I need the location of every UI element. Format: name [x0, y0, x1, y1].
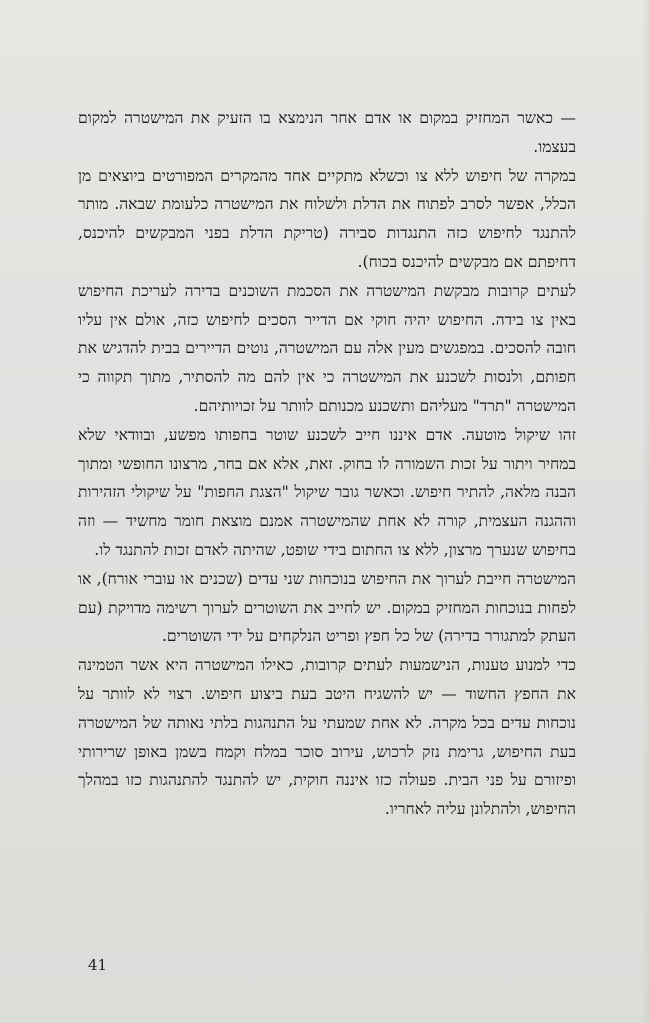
- paragraph-3: לעתים קרובות מבקשת המישטרה את הסכמת השוכנים בדירה לעריכת החיפוש באין צו בידה. החיפוש יהיה חוקי אם הדייר הסכים לחיפוש כזה, אולם אין עליו חובה להסכים. במפגשים מעין אלה עם המישטרה, נוטים הדיירים בבית להדגיש את חפותם, ולנסות לשכנע את המישטרה כי אין להם מה להסתיר, מתוך תקווה כי המישטרה "תרד" מעליהם ותשכנע מכנותם לוותר על זכויותיהם.: [78, 281, 576, 415]
- paragraph-1: — כאשר המחזיק במקום או אדם אחר הנימצא בו הזעיק את המישטרה למקום בעצמו.: [78, 109, 576, 156]
- page-edge-shadow: [642, 0, 650, 1023]
- paragraph-6: כדי למנוע טענות, הנישמעות לעתים קרובות, כאילו המישטרה היא אשר הטמינה את החפץ החשוד — יש להשגיח היטב בעת ביצוע חיפוש. רצוי לא לוותר על נוכחות עדים בכל מקרה. לא אחת שמעתי על התנהגות בלתי נאותה של המישטרה בעת החיפוש, גרימת נזק לרכוש, עירוב סוכר במלח וקמח בשמן באופן שרירותי ופיזורם על פני הבית. פעולה כזו איננה חוקית, יש להתנגד להתנהגות כזו במהלך החיפוש, ולהתלונן עליה לאחריו.: [78, 656, 576, 819]
- paragraph-4: זהו שיקול מוטעה. אדם איננו חייב לשכנע שוטר בחפותו מפשע, ובוודאי שלא במחיר ויתור על זכות השמורה לו בחוק. זאת, אלא אם בחר, מרצונו החופשי ומתוך הבנה מלאה, להתיר חיפוש. וכאשר גובר שיקול "הצגת החפות" על שיקולי הזהירות וההגנה העצמית, קורה לא אחת שהמישטרה אמנם מוצאת חומר מחשיד — וזה בחיפוש שנערך מרצון, ללא צו החתום בידי שופט, שהיתה לאדם זכות להתנגד לו.: [78, 425, 576, 559]
- page-number: 41: [88, 956, 108, 974]
- body-text: [78, 104, 576, 824]
- paragraph-2: במקרה של חיפוש ללא צו וכשלא מתקיים אחד מהמקרים המפורטים ביוצאים מן הכלל, אפשר לסרב לפתוח את הדלת ולשלוח את המישטרה כלעומת שבאה. מותר להתנגד לחיפוש כזה התנגדות סבירה (טריקת הדלת בפני המבקשים להיכנס, דחיפתם אם מבקשים להיכנס בכוח).: [78, 166, 576, 271]
- paragraph-5: המישטרה חייבת לערוך את החיפוש בנוכחות שני עדים (שכנים או עוברי אורח), או לפחות בנוכחות המחזיק במקום. יש לחייב את השוטרים לערוך רשימה מדויקת (עם העתק למתגורר בדירה) של כל חפץ ופריט הנלקחים על ידי השוטרים.: [78, 569, 576, 646]
